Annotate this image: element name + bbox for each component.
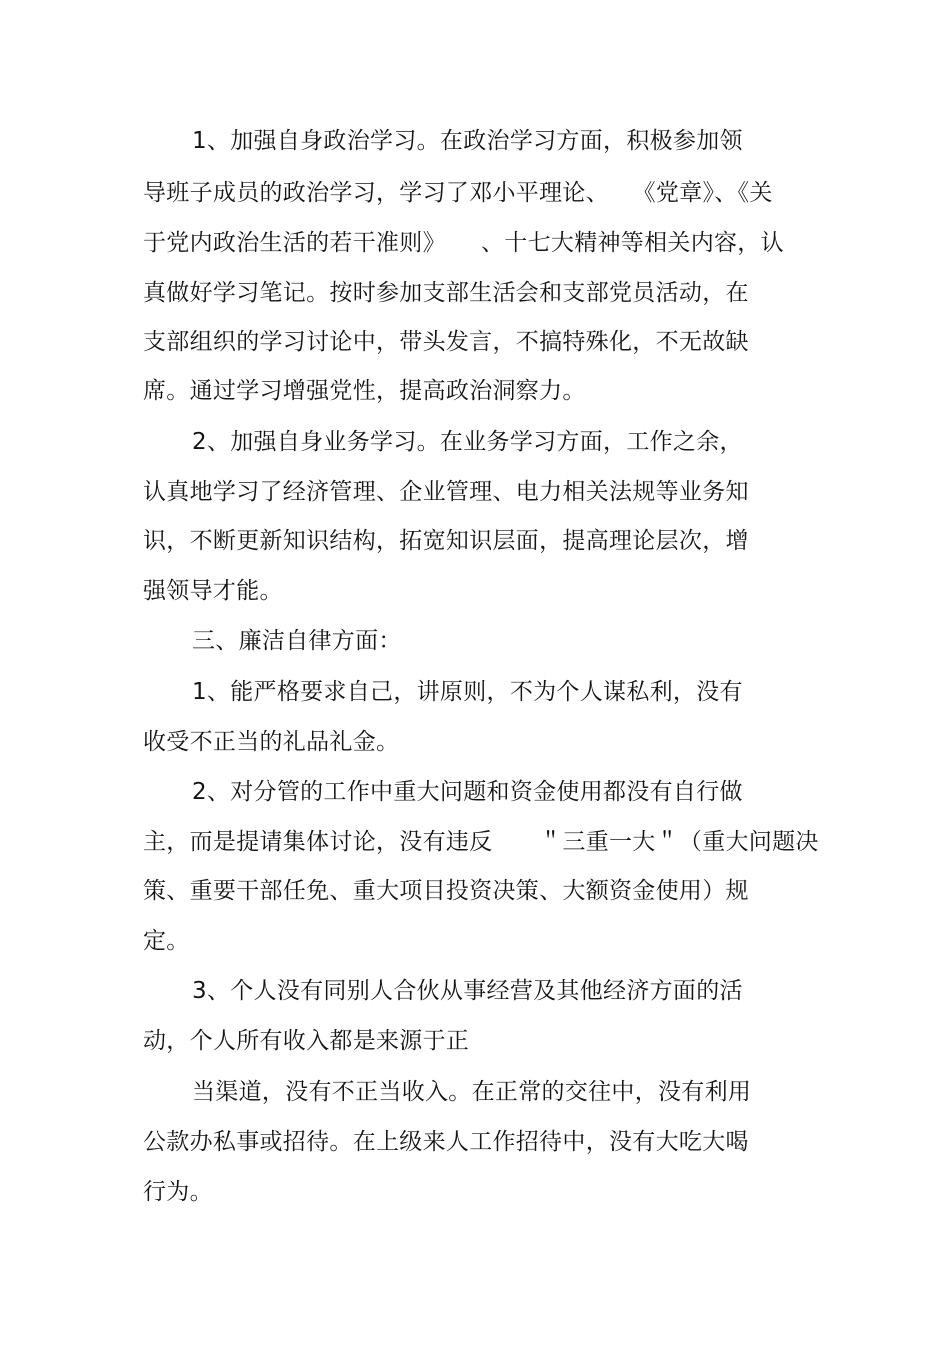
section-heading: 三、廉洁自律方面：: [192, 628, 402, 654]
text-line: 2、加强自身业务学习。在业务学习方面，工作之余，: [192, 429, 743, 455]
text-line: 强领导才能。: [143, 578, 283, 604]
text-line: 公款办私事或招待。在上级来人工作招待中，没有大吃大喝: [143, 1129, 749, 1155]
text-line: 真做好学习笔记。按时参加支部生活会和支部党员活动，在: [143, 280, 749, 306]
text-line: 策、重要干部任免、重大项目投资决策、大额资金使用）规: [143, 878, 749, 904]
text-line: 当渠道，没有不正当收入。在正常的交往中，没有利用: [192, 1079, 752, 1105]
text-line: 1、能严格要求自己，讲原则，不为个人谋私利，没有: [192, 679, 743, 705]
text-line: 支部组织的学习讨论中，带头发言，不搞特殊化，不无故缺: [143, 329, 749, 355]
text-line: 识，不断更新知识结构，拓宽知识层面，提高理论层次，增: [143, 528, 749, 554]
text-line: 1、加强自身政治学习。在政治学习方面，积极参加领: [192, 128, 743, 154]
text-line: 认真地学习了经济管理、企业管理、电力相关法规等业务知: [143, 479, 749, 505]
text-line: 2、对分管的工作中重大问题和资金使用都没有自行做: [192, 779, 743, 805]
text-line: 动，个人所有收入都是来源于正: [143, 1028, 470, 1054]
text-line: 行为。: [143, 1179, 213, 1205]
text-line: 席。通过学习增强党性，提高政治洞察力。: [143, 378, 586, 404]
text-line: 主，而是提请集体讨论，没有违反 ＂三重一大＂（重大问题决: [143, 829, 819, 855]
text-line: 定。: [143, 928, 190, 954]
text-line: 于党内政治生活的若干准则》 、十七大精神等相关内容，认: [143, 230, 784, 256]
text-line: 导班子成员的政治学习，学习了邓小平理论、 《党章》、《关: [143, 180, 773, 206]
text-line: 收受不正当的礼品礼金。: [143, 729, 400, 755]
text-line: 3、个人没有同别人合伙从事经营及其他经济方面的活: [192, 978, 743, 1004]
